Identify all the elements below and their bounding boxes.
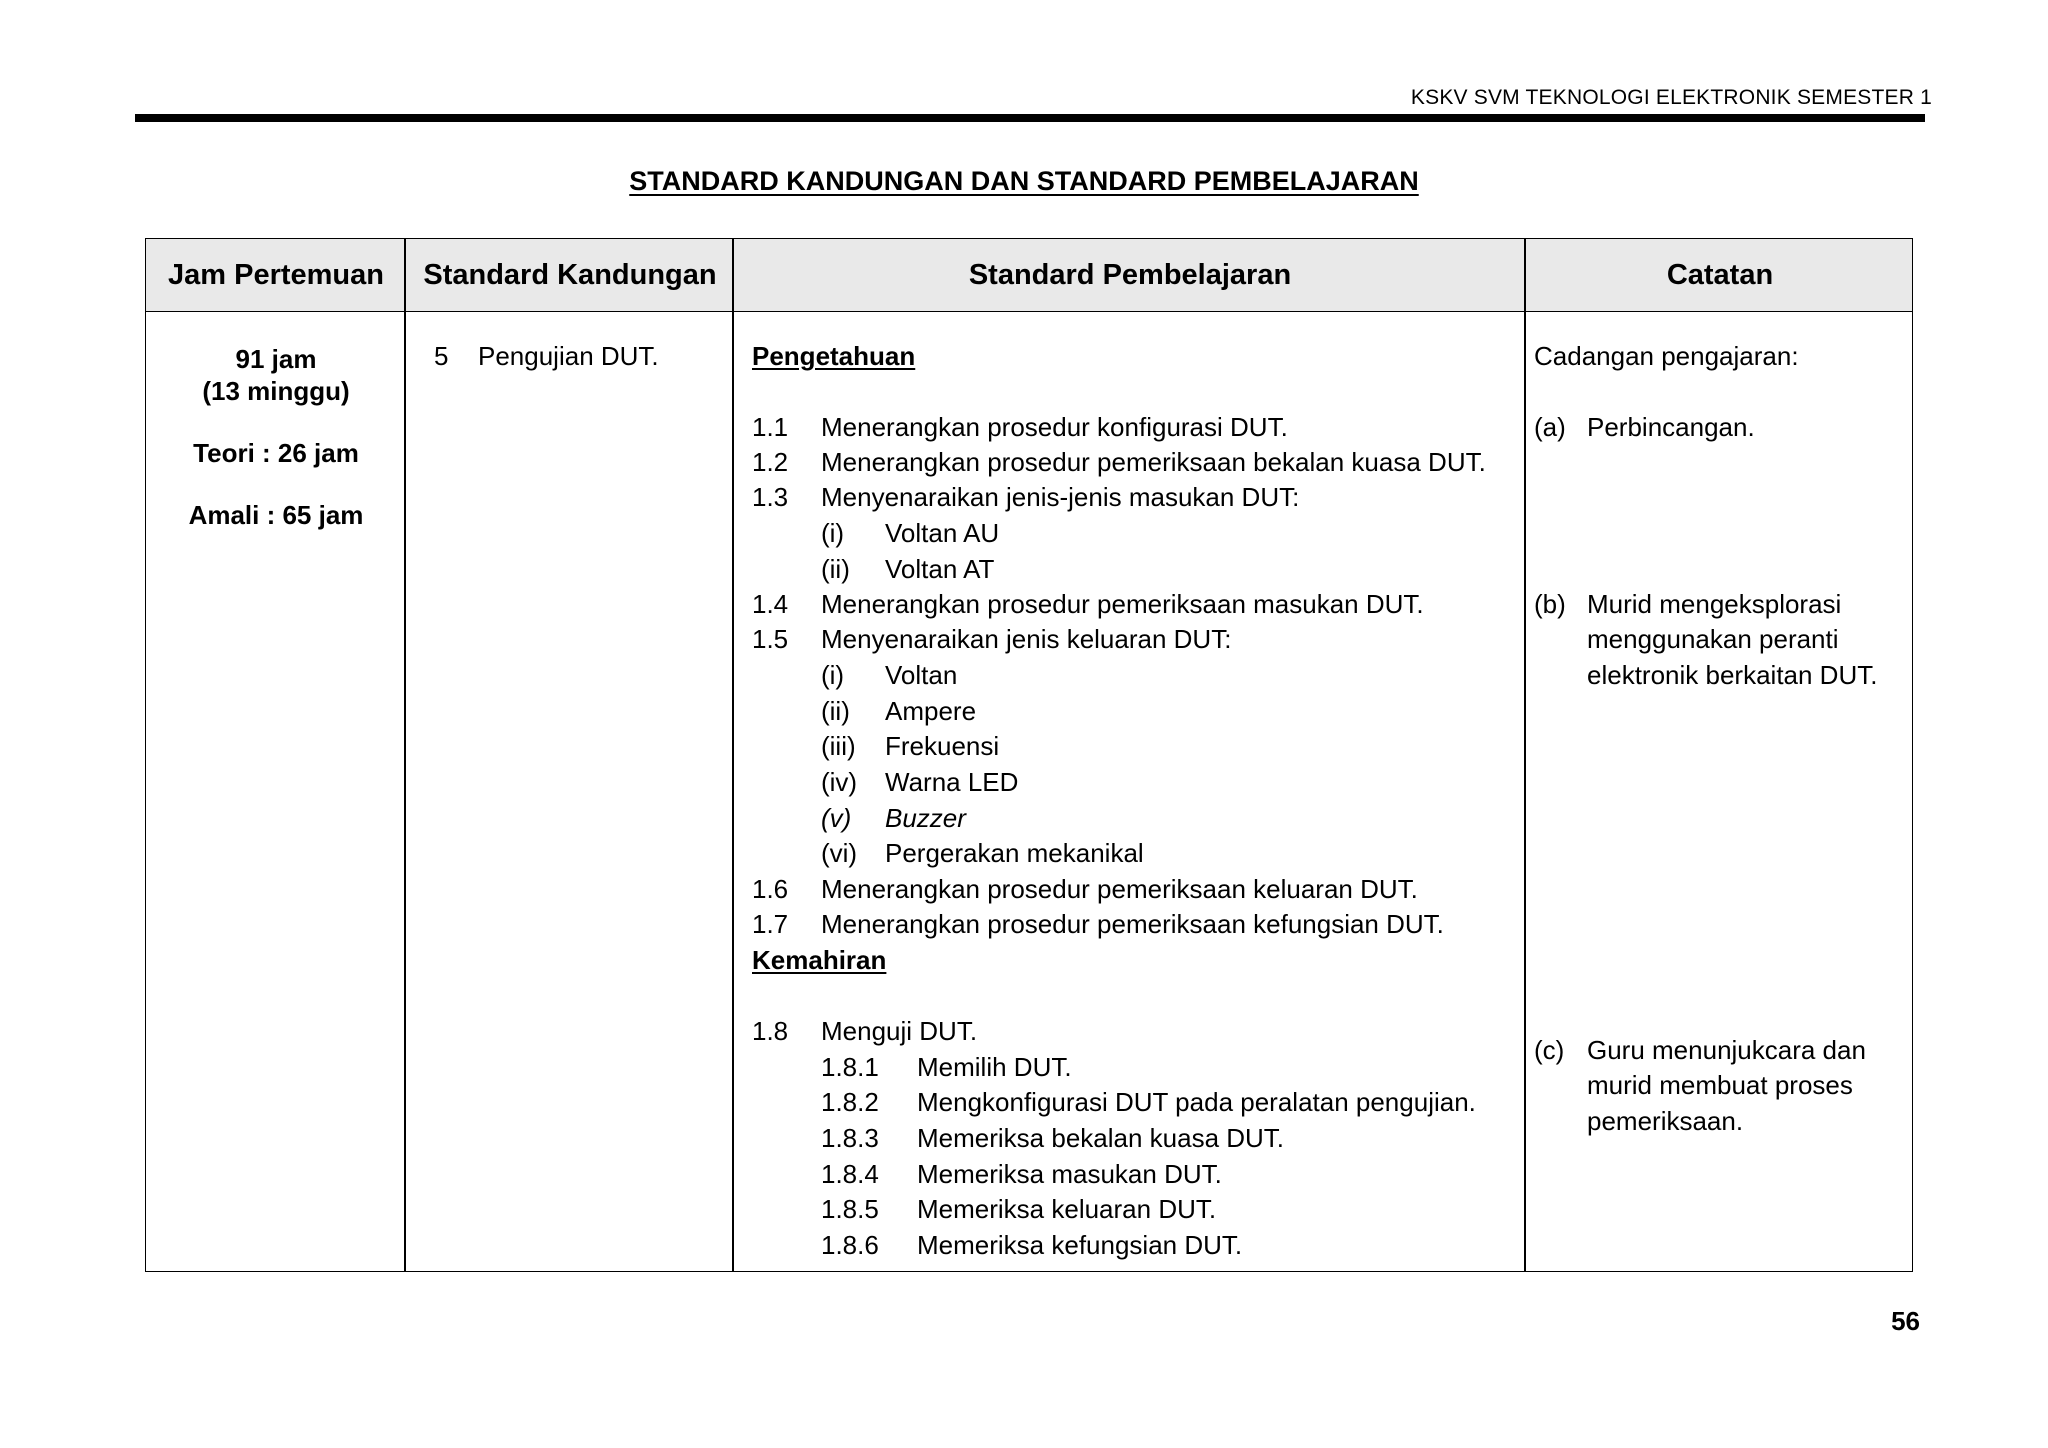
- item-text: Menerangkan prosedur pemeriksaan bekalan kuasa DUT.: [821, 447, 1486, 477]
- subitem-number: (iv): [821, 767, 858, 797]
- subitem-number: 1.8.5: [821, 1194, 879, 1224]
- subitem-number: (i): [821, 518, 845, 548]
- note-label: (c): [1534, 1035, 1565, 1065]
- note-label: (a): [1534, 412, 1566, 442]
- header-standard-kandungan: Standard Kandungan: [423, 259, 717, 291]
- table-header-row: [146, 239, 1912, 312]
- page-number: 56: [1891, 1306, 1920, 1336]
- note-text: Guru menunjukcara dan: [1587, 1035, 1866, 1065]
- subitem-number: (ii): [821, 696, 850, 726]
- jam-total: 91 jam: [235, 344, 317, 374]
- subitem-text: Memeriksa keluaran DUT.: [917, 1194, 1217, 1224]
- catatan-intro: Cadangan pengajaran:: [1534, 341, 1799, 371]
- jam-pertemuan-cell: [146, 311, 406, 1271]
- subitem-text: Memeriksa bekalan kuasa DUT.: [917, 1123, 1285, 1153]
- subitem-number: 1.8.1: [821, 1052, 879, 1082]
- subitem-text: Memeriksa kefungsian DUT.: [917, 1230, 1243, 1260]
- header-catatan: Catatan: [1666, 259, 1774, 291]
- document-title: STANDARD KANDUNGAN DAN STANDARD PEMBELAJARAN: [629, 166, 1419, 196]
- item-number: 1.7: [752, 909, 789, 939]
- note-text: elektronik berkaitan DUT.: [1587, 660, 1878, 690]
- note-text: Perbincangan.: [1587, 412, 1755, 442]
- item-number: 1.1: [752, 412, 789, 442]
- subitem-number: (iii): [821, 731, 856, 761]
- item-number: 1.8: [752, 1016, 789, 1046]
- standard-pembelajaran-cell: [734, 311, 1526, 1271]
- note-text: murid membuat proses: [1587, 1070, 1853, 1100]
- standard-kandungan-cell: [406, 311, 734, 1271]
- subitem-text: Voltan AT: [885, 554, 995, 584]
- running-header: KSKV SVM TEKNOLOGI ELEKTRONIK SEMESTER 1: [1410, 86, 1932, 109]
- header-jam-pertemuan: Jam Pertemuan: [168, 259, 384, 291]
- pengetahuan-heading: Pengetahuan: [752, 341, 916, 371]
- subitem-text: Ampere: [885, 696, 977, 726]
- jam-teori: Teori : 26 jam: [193, 438, 359, 468]
- subitem-text: Mengkonfigurasi DUT pada peralatan pengujian.: [917, 1087, 1476, 1117]
- kemahiran-heading: Kemahiran: [752, 945, 887, 975]
- item-text: Menerangkan prosedur pemeriksaan kefungsian DUT.: [821, 909, 1444, 939]
- jam-amali: Amali : 65 jam: [188, 500, 364, 530]
- subitem-number: 1.8.4: [821, 1159, 879, 1189]
- subitem-text: Voltan: [885, 660, 958, 690]
- note-text: Murid mengeksplorasi: [1587, 589, 1842, 619]
- item-text: Menyenaraikan jenis keluaran DUT:: [821, 624, 1232, 654]
- sk-text: Pengujian DUT.: [478, 341, 659, 371]
- subitem-text: Frekuensi: [885, 731, 1000, 761]
- item-number: 1.3: [752, 482, 789, 512]
- subitem-text: Pergerakan mekanikal: [885, 838, 1144, 868]
- subitem-number: (vi): [821, 838, 858, 868]
- header-standard-pembelajaran: Standard Pembelajaran: [968, 259, 1292, 291]
- subitem-number: 1.8.3: [821, 1123, 879, 1153]
- item-number: 1.5: [752, 624, 789, 654]
- item-text: Menerangkan prosedur pemeriksaan keluaran DUT.: [821, 874, 1418, 904]
- sk-number: 5: [434, 341, 449, 371]
- item-text: Menyenaraikan jenis-jenis masukan DUT:: [821, 482, 1300, 512]
- header-rule: [135, 114, 1925, 122]
- item-text: Menerangkan prosedur pemeriksaan masukan DUT.: [821, 589, 1424, 619]
- item-number: 1.2: [752, 447, 789, 477]
- item-number: 1.4: [752, 589, 789, 619]
- subitem-text: Memeriksa masukan DUT.: [917, 1159, 1222, 1189]
- subitem-number: (i): [821, 660, 845, 690]
- standards-table: [145, 238, 1913, 1272]
- subitem-text: Warna LED: [885, 767, 1019, 797]
- subitem-number: 1.8.6: [821, 1230, 879, 1260]
- item-number: 1.6: [752, 874, 789, 904]
- subitem-text: Voltan AU: [885, 518, 1000, 548]
- subitem-number: (v): [821, 803, 852, 833]
- item-text: Menerangkan prosedur konfigurasi DUT.: [821, 412, 1288, 442]
- note-text: pemeriksaan.: [1587, 1106, 1744, 1136]
- subitem-number: 1.8.2: [821, 1087, 879, 1117]
- note-label: (b): [1534, 589, 1566, 619]
- jam-weeks: (13 minggu): [202, 376, 350, 406]
- subitem-text: Buzzer: [885, 803, 966, 833]
- item-text: Menguji DUT.: [821, 1016, 978, 1046]
- catatan-cell: [1526, 311, 1914, 1271]
- note-text: menggunakan peranti: [1587, 624, 1839, 654]
- subitem-text: Memilih DUT.: [917, 1052, 1072, 1082]
- subitem-number: (ii): [821, 554, 850, 584]
